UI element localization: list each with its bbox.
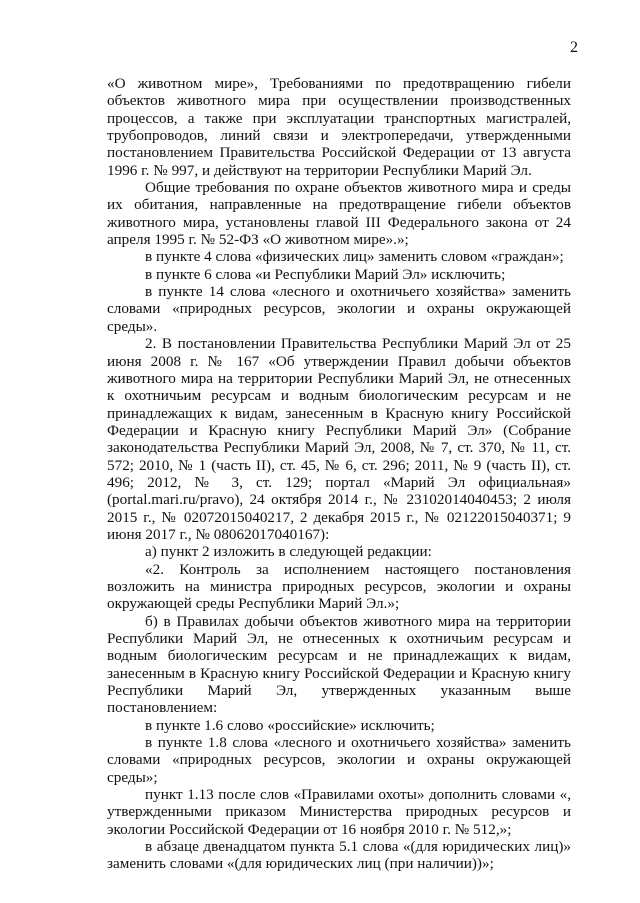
paragraph-point-6: в пункте 6 слова «и Республики Марий Эл» исключить; <box>145 265 506 283</box>
paragraph-point-1-6: в пункте 1.6 слово «российские» исключить; <box>145 716 435 734</box>
paragraph-continuation: «О животном мире», Требованиями по предотвращению гибели объектов животного мира при осуществлении производственных процессов, а также при эксплуатации транспортных магистралей, трубопроводов, линий связи и электропередачи, утвержденными постановлением Правительства Российской Федерации от 13 августа 1996 г. № 997, и действуют на территории Республики Марий Эл. <box>107 75 571 179</box>
paragraph-item-2: 2. В постановлении Правительства Республики Марий Эл от 25 июня 2008 г. № 167 «Об утверждении Правил добычи объектов животного мира на территории Республики Марий Эл, не отнесенных к охотничьим ресурсам и водным биологическим ресурсам и не принадлежащих к видам, занесенным в Красную книгу Российской Федерации и Красную книгу Республики Марий Эл» (Собрание законодательства Республики Марий Эл, 2008, № 7, ст. 370, № 11, ст. 572; 2010, № 1 (часть II), ст. 45, № 6, ст. 296; 2011, № 9 (часть II), ст. 496; 2012, № 3, ст. 129; портал «Марий Эл официальная» (portal.mari.ru/pravo), 24 октября 2014 г., № 23102014040453; 2 июля 2015 г., № 02072015040217, 2 декабря 2015 г., № 02122015040371; 9 июня 2017 г., № 08062017040167): <box>107 335 571 543</box>
paragraph-general-requirements: Общие требования по охране объектов животного мира и среды их обитания, направленные на предотвращение гибели объектов животного мира, установлены главой III Федерального закона от 24 апреля 1995 г. № 52-ФЗ «О животном мире».»; <box>107 179 571 249</box>
document-body <box>107 75 571 873</box>
page-number: 2 <box>570 39 578 56</box>
paragraph-point-14: в пункте 14 слова «лесного и охотничьего хозяйства» заменить словами «природных ресурсов, экологии и охраны окружающей среды». <box>107 283 571 335</box>
paragraph-subitem-a: а) пункт 2 изложить в следующей редакции: <box>145 543 432 561</box>
paragraph-subitem-b: б) в Правилах добычи объектов животного мира на территории Республики Марий Эл, не отнесенных к охотничьим ресурсам и водным биологическим ресурсам и не принадлежащих к видам, занесенным в Красную книгу Российской Федерации и Красную книгу Республики Марий Эл, утвержденных указанным выше постановлением: <box>107 612 571 717</box>
paragraph-new-wording: «2. Контроль за исполнением настоящего постановления возложить на министра природных ресурсов, экологии и охраны окружающей среды Республики Марий Эл.»; <box>107 560 571 613</box>
paragraph-point-1-8: в пункте 1.8 слова «лесного и охотничьего хозяйства» заменить словами «природных ресурсов, экологии и охраны окружающей среды»; <box>107 734 571 786</box>
paragraph-point-4: в пункте 4 слова «физических лиц» заменить словом «граждан»; <box>145 248 564 266</box>
paragraph-point-1-13: пункт 1.13 после слов «Правилами охоты» дополнить словами «, утвержденными приказом Министерства природных ресурсов и экологии Российской Федерации от 16 ноября 2010 г. № 512,»; <box>107 786 571 838</box>
paragraph-point-5-1: в абзаце двенадцатом пункта 5.1 слова «(для юридических лиц)» заменить словами «(для юридических лиц (при наличии))»; <box>107 838 571 873</box>
